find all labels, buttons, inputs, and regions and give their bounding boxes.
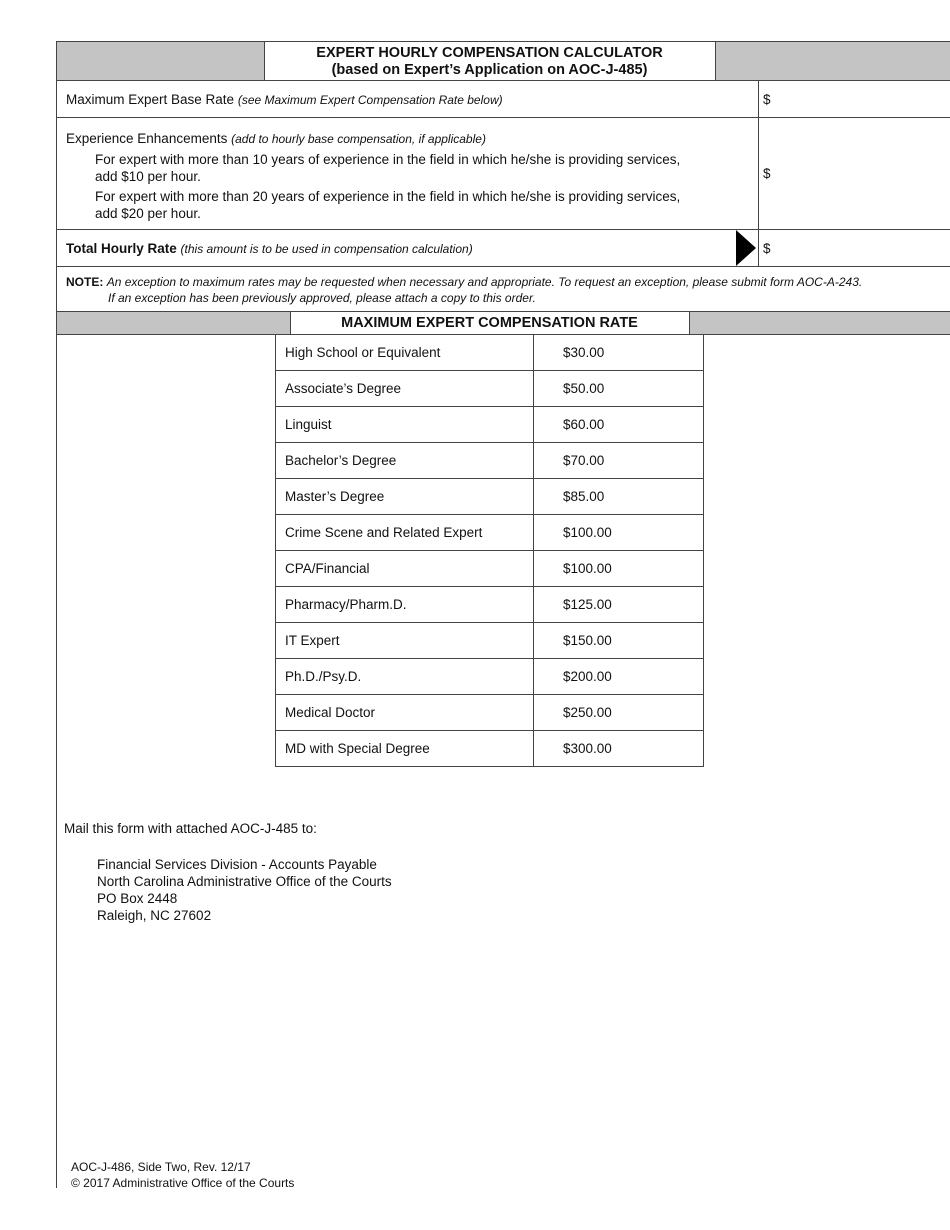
rate-header-divider-right	[689, 312, 690, 334]
mailing-instructions	[64, 820, 392, 924]
row3-bottom-rule	[56, 266, 950, 267]
rate-cell: $100.00	[534, 515, 704, 551]
row2-bottom-rule	[56, 229, 950, 230]
exception-note	[66, 274, 936, 306]
header-divider-right	[715, 42, 716, 80]
table-row	[276, 371, 704, 407]
rate-cell: $50.00	[534, 371, 704, 407]
experience-amount-field[interactable]	[763, 166, 943, 184]
experience-dollar-sign: $	[763, 166, 771, 181]
rate-cell: $150.00	[534, 623, 704, 659]
left-margin-rule	[56, 42, 57, 1188]
degree-cell: Linguist	[276, 407, 534, 443]
rate-cell: $70.00	[534, 443, 704, 479]
table-row	[276, 407, 704, 443]
degree-cell: Crime Scene and Related Expert	[276, 515, 534, 551]
degree-cell: Master’s Degree	[276, 479, 534, 515]
table-row	[276, 551, 704, 587]
mailing-address	[64, 856, 392, 924]
rate-cell: $100.00	[534, 551, 704, 587]
address-line3: PO Box 2448	[97, 891, 178, 906]
calculator-title	[264, 42, 715, 80]
table-row	[276, 479, 704, 515]
total-rate-label-text: Total Hourly Rate	[66, 241, 177, 256]
experience-20-line2: add $20 per hour.	[95, 206, 201, 221]
table-row	[276, 443, 704, 479]
rate-cell: $85.00	[534, 479, 704, 515]
amount-column-divider	[758, 81, 759, 267]
table-row	[276, 515, 704, 551]
arrow-right-icon	[736, 230, 756, 266]
degree-cell: MD with Special Degree	[276, 731, 534, 767]
rate-cell: $30.00	[534, 335, 704, 371]
total-rate-note: (this amount is to be used in compensation calculation)	[180, 242, 473, 256]
degree-cell: Bachelor’s Degree	[276, 443, 534, 479]
rate-cell: $300.00	[534, 731, 704, 767]
degree-cell: Associate’s Degree	[276, 371, 534, 407]
degree-cell: CPA/Financial	[276, 551, 534, 587]
degree-cell: Pharmacy/Pharm.D.	[276, 587, 534, 623]
address-line2: North Carolina Administrative Office of the Courts	[97, 874, 392, 889]
table-row	[276, 587, 704, 623]
base-rate-note: (see Maximum Expert Compensation Rate below)	[237, 93, 503, 107]
rate-cell: $200.00	[534, 659, 704, 695]
total-rate-dollar-sign: $	[763, 241, 771, 256]
table-row	[276, 659, 704, 695]
table-row	[276, 623, 704, 659]
rate-band-left	[57, 312, 290, 334]
degree-cell: Ph.D./Psy.D.	[276, 659, 534, 695]
experience-block	[66, 130, 746, 222]
footer-copyright: © 2017 Administrative Office of the Courts	[71, 1176, 295, 1190]
note-line1: An exception to maximum rates may be requested when necessary and appropriate. To request an exception, please submit form AOC-A-243.	[106, 275, 863, 289]
rate-band-right	[689, 312, 950, 334]
experience-10-line2: add $10 per hour.	[95, 169, 201, 184]
rate-table	[275, 334, 704, 767]
note-line2: If an exception has been previously approved, please attach a copy to this order.	[108, 291, 536, 305]
form-footer	[71, 1159, 294, 1191]
experience-20-line1: For expert with more than 20 years of experience in the field in which he/she is providing services,	[95, 189, 681, 204]
header-band-left	[57, 42, 264, 80]
calculator-title-line1: EXPERT HOURLY COMPENSATION CALCULATOR	[316, 45, 663, 61]
header-bottom-rule	[56, 80, 950, 81]
rate-cell: $250.00	[534, 695, 704, 731]
footer-form-id: AOC-J-486, Side Two, Rev. 12/17	[71, 1160, 251, 1174]
note-label: NOTE:	[66, 275, 104, 289]
rate-cell: $60.00	[534, 407, 704, 443]
rate-table-title: MAXIMUM EXPERT COMPENSATION RATE	[341, 315, 638, 331]
address-line1: Financial Services Division - Accounts Payable	[97, 857, 377, 872]
base-rate-label-text: Maximum Expert Base Rate	[66, 92, 235, 107]
degree-cell: IT Expert	[276, 623, 534, 659]
base-rate-dollar-sign: $	[763, 92, 771, 107]
base-rate-amount-field[interactable]	[763, 92, 943, 110]
total-rate-amount-field[interactable]	[763, 241, 943, 259]
row1-bottom-rule	[56, 117, 950, 118]
experience-10-line1: For expert with more than 10 years of experience in the field in which he/she is providing services,	[95, 152, 681, 167]
experience-label: Experience Enhancements	[66, 131, 228, 146]
table-row	[276, 695, 704, 731]
experience-note: (add to hourly base compensation, if applicable)	[231, 132, 486, 146]
header-band-right	[715, 42, 950, 80]
rate-cell: $125.00	[534, 587, 704, 623]
address-line4: Raleigh, NC 27602	[97, 908, 212, 923]
mailing-intro: Mail this form with attached AOC-J-485 to:	[64, 821, 317, 836]
degree-cell: Medical Doctor	[276, 695, 534, 731]
table-row	[276, 335, 704, 371]
table-row	[276, 731, 704, 767]
total-rate-label	[66, 241, 473, 256]
base-rate-label	[66, 92, 503, 107]
degree-cell: High School or Equivalent	[276, 335, 534, 371]
calculator-title-line2: (based on Expert’s Application on AOC-J-485)	[331, 62, 648, 78]
